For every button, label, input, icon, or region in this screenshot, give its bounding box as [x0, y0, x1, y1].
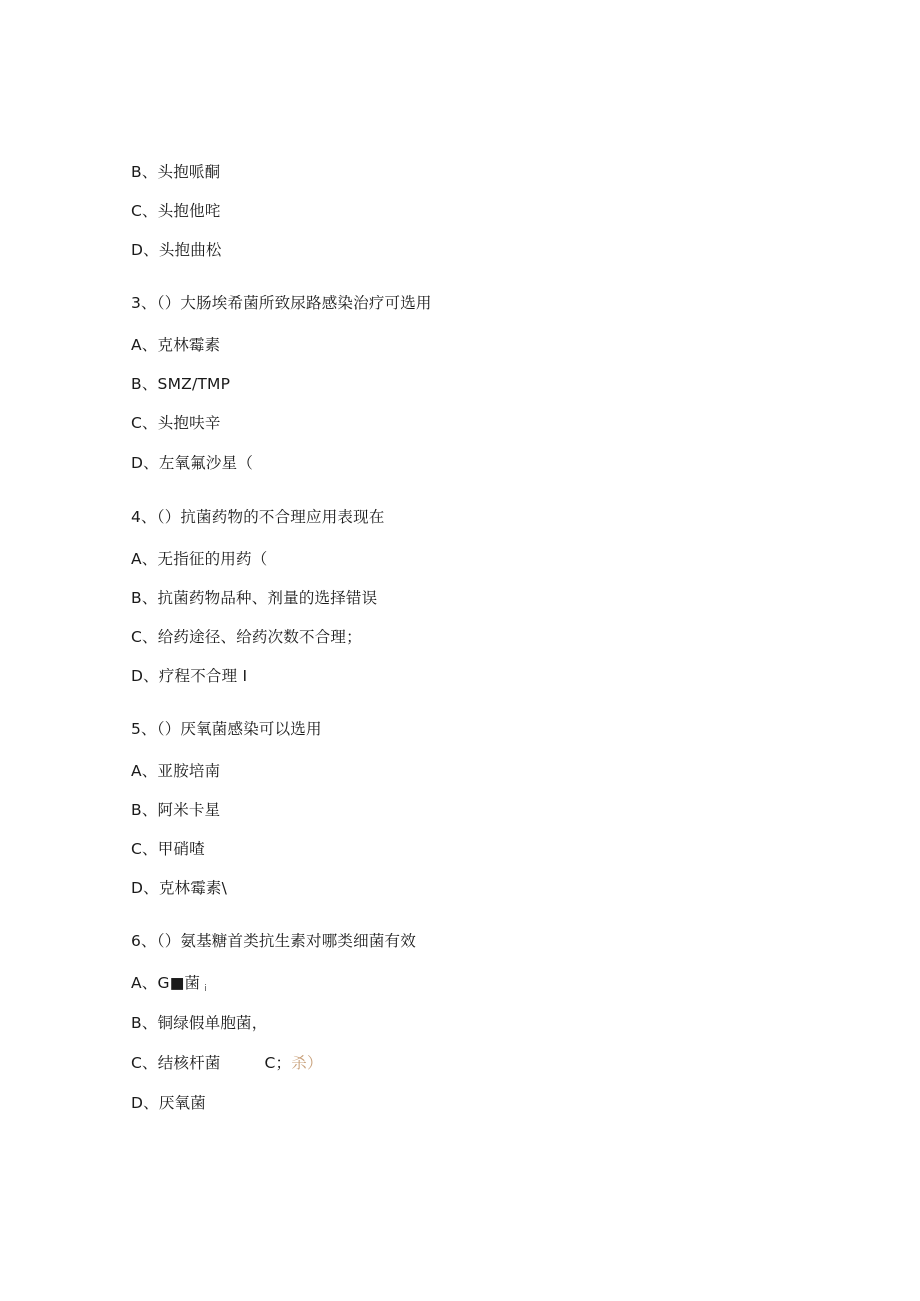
question-5-option-b: B、阿米卡星 — [131, 801, 221, 819]
question-6-option-c-text: C、结核杆菌 — [131, 1054, 221, 1072]
question-6-option-d: D、厌氧菌 — [131, 1094, 206, 1112]
handwritten-note-annotation: 杀） — [291, 1054, 323, 1072]
question-4-option-d: D、疗程不合理 I — [131, 667, 248, 685]
question-4-option-a: A、无指征的用药（ — [131, 550, 268, 568]
question-5: 5、（）厌氧菌感染可以选用 — [131, 720, 322, 738]
question-3-option-c: C、头抱呋辛 — [131, 414, 221, 432]
option-d-ceftriaxone: D、头抱曲松 — [131, 241, 222, 259]
question-6-option-a-text: A、G■菌 — [131, 974, 201, 992]
handwritten-note-prefix: C； — [264, 1054, 292, 1072]
option-c-ceftazidime: C、头抱他咤 — [131, 202, 221, 220]
question-3-option-d: D、左氧氟沙星（ — [131, 454, 254, 472]
question-6: 6、（）氨基糖首类抗生素对哪类细菌有效 — [131, 932, 416, 950]
question-4: 4、（）抗菌药物的不合理应用表现在 — [131, 508, 385, 526]
question-5-option-d: D、克林霉素\ — [131, 879, 228, 897]
question-4-option-c: C、给药途径、给药次数不合理； — [131, 628, 362, 646]
question-6-option-b: B、铜绿假单胞菌， — [131, 1014, 268, 1032]
question-6-option-a — [131, 973, 207, 999]
question-5-option-a: A、亚胺培南 — [131, 762, 221, 780]
option-b-cefoperazone: B、头抱哌酮 — [131, 163, 221, 181]
question-4-option-b: B、抗菌药物品种、剂量的选择错误 — [131, 589, 378, 607]
stray-mark: i — [204, 984, 207, 994]
question-3-option-b: B、SMZ/TMP — [131, 375, 231, 393]
question-5-option-c: C、甲硝喳 — [131, 840, 205, 858]
question-6-option-c — [131, 1053, 323, 1073]
question-3-option-a: A、克林霉素 — [131, 336, 221, 354]
question-3: 3、（）大肠埃希菌所致尿路感染治疗可选用 — [131, 294, 432, 312]
